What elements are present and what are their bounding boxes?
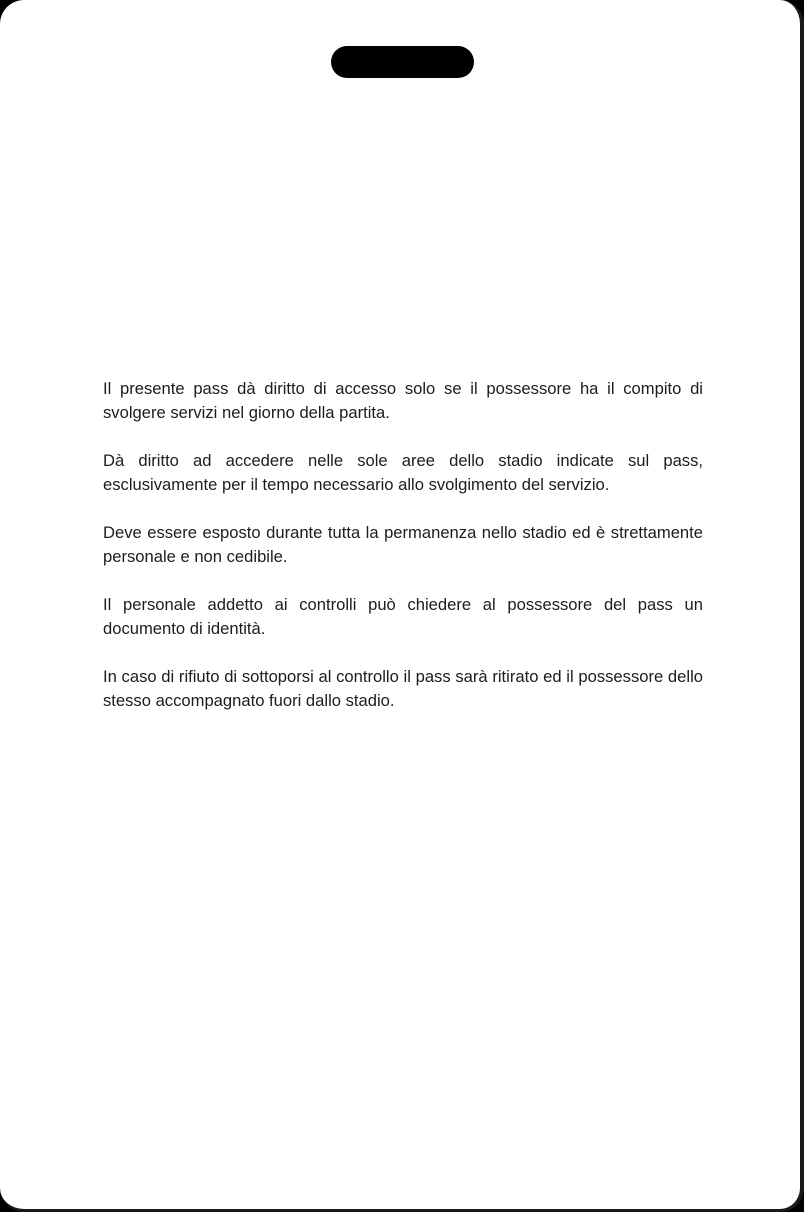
pass-terms xyxy=(103,377,703,713)
lanyard-slot xyxy=(331,46,474,78)
terms-paragraph-areas: Dà diritto ad accedere nelle sole aree dello stadio indicate sul pass, esclusivamente per il tempo necessario allo svolgimento del servizio. xyxy=(103,451,703,494)
terms-paragraph-refusal: In caso di rifiuto di sottoporsi al controllo il pass sarà ritirato ed il possessore dello stesso accompagnato fuori dallo stadio. xyxy=(103,667,703,710)
terms-paragraph-access: Il presente pass dà diritto di accesso solo se il possessore ha il compito di svolgere servizi nel giorno della partita. xyxy=(103,379,703,422)
terms-paragraph-identity: Il personale addetto ai controlli può chiedere al possessore del pass un documento di identità. xyxy=(103,595,703,638)
terms-paragraph-display: Deve essere esposto durante tutta la permanenza nello stadio ed è strettamente personale e non cedibile. xyxy=(103,523,703,566)
